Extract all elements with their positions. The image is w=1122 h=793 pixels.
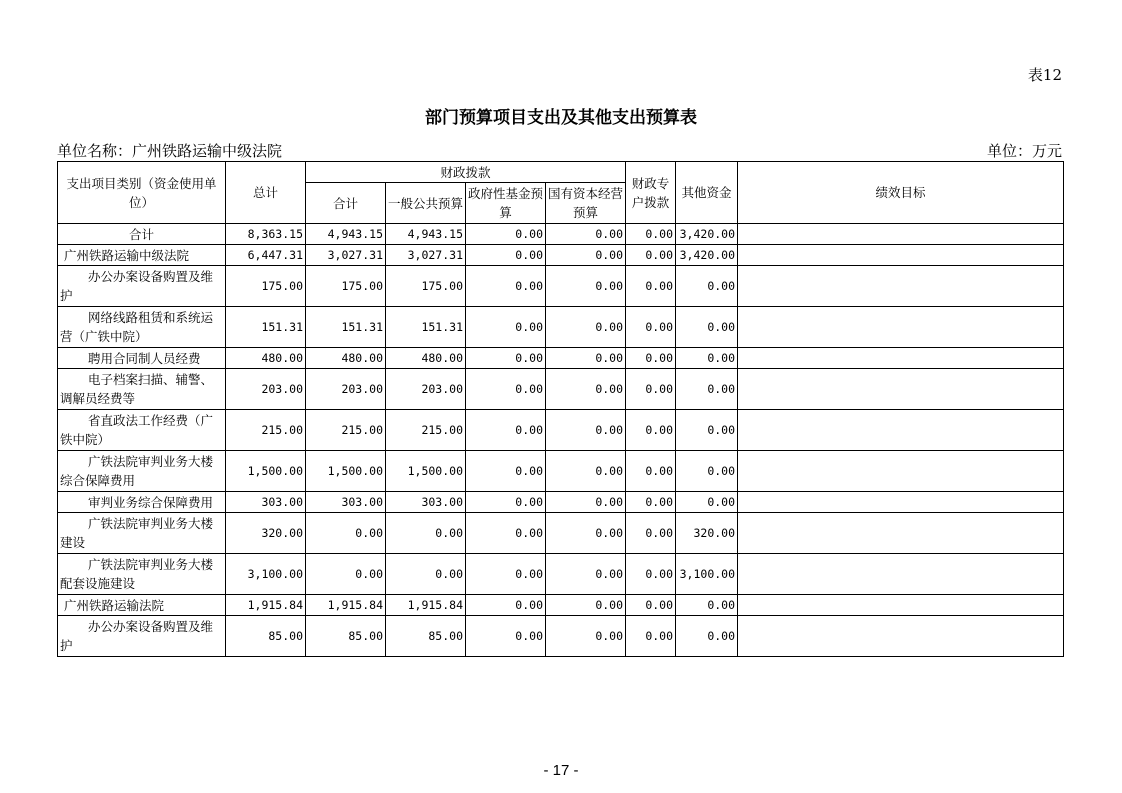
cell-general: 0.00	[386, 554, 466, 595]
cell-goal	[738, 513, 1064, 554]
cell-other: 3,100.00	[676, 554, 738, 595]
cell-gov-fund: 0.00	[466, 554, 546, 595]
cell-general: 303.00	[386, 492, 466, 513]
cell-total: 3,100.00	[226, 554, 306, 595]
cell-state-capital: 0.00	[546, 266, 626, 307]
cell-state-capital: 0.00	[546, 513, 626, 554]
cell-goal	[738, 616, 1064, 657]
cell-gov-fund: 0.00	[466, 616, 546, 657]
cell-goal	[738, 224, 1064, 245]
cell-state-capital: 0.00	[546, 224, 626, 245]
page-number: - 17 -	[543, 762, 579, 779]
cell-fiscal-sum: 3,027.31	[306, 245, 386, 266]
cell-total: 151.31	[226, 307, 306, 348]
header-fiscal-sum: 合计	[306, 183, 386, 224]
header-general-public: 一般公共预算	[386, 183, 466, 224]
cell-fiscal-sum: 303.00	[306, 492, 386, 513]
row-name: 办公办案设备购置及维护	[58, 616, 226, 657]
cell-total: 480.00	[226, 348, 306, 369]
table-row	[58, 595, 1064, 616]
cell-state-capital: 0.00	[546, 492, 626, 513]
cell-total: 320.00	[226, 513, 306, 554]
row-name: 省直政法工作经费（广铁中院）	[58, 410, 226, 451]
row-name: 广铁法院审判业务大楼综合保障费用	[58, 451, 226, 492]
cell-special: 0.00	[626, 410, 676, 451]
table-number: 表12	[1027, 66, 1062, 84]
cell-state-capital: 0.00	[546, 348, 626, 369]
cell-other: 0.00	[676, 348, 738, 369]
cell-state-capital: 0.00	[546, 307, 626, 348]
cell-gov-fund: 0.00	[466, 595, 546, 616]
table-row	[58, 245, 1064, 266]
cell-special: 0.00	[626, 513, 676, 554]
cell-total: 1,500.00	[226, 451, 306, 492]
cell-fiscal-sum: 0.00	[306, 554, 386, 595]
header-other-funds: 其他资金	[676, 162, 738, 224]
cell-state-capital: 0.00	[546, 369, 626, 410]
cell-general: 4,943.15	[386, 224, 466, 245]
row-name: 电子档案扫描、辅警、调解员经费等	[58, 369, 226, 410]
cell-goal	[738, 451, 1064, 492]
cell-special: 0.00	[626, 554, 676, 595]
cell-general: 0.00	[386, 513, 466, 554]
header-category: 支出项目类别（资金使用单位）	[58, 162, 226, 224]
cell-total: 215.00	[226, 410, 306, 451]
cell-gov-fund: 0.00	[466, 410, 546, 451]
cell-gov-fund: 0.00	[466, 369, 546, 410]
cell-other: 3,420.00	[676, 224, 738, 245]
row-name: 广州铁路运输法院	[58, 595, 226, 616]
cell-special: 0.00	[626, 451, 676, 492]
cell-special: 0.00	[626, 369, 676, 410]
cell-special: 0.00	[626, 245, 676, 266]
cell-goal	[738, 245, 1064, 266]
table-row	[58, 451, 1064, 492]
table-row	[58, 616, 1064, 657]
header-fiscal-special: 财政专户拨款	[626, 162, 676, 224]
cell-total: 1,915.84	[226, 595, 306, 616]
cell-gov-fund: 0.00	[466, 451, 546, 492]
cell-fiscal-sum: 203.00	[306, 369, 386, 410]
header-fiscal-group: 财政拨款	[306, 162, 626, 183]
header-state-capital: 国有资本经营预算	[546, 183, 626, 224]
row-name: 审判业务综合保障费用	[58, 492, 226, 513]
cell-gov-fund: 0.00	[466, 348, 546, 369]
cell-goal	[738, 307, 1064, 348]
cell-general: 1,500.00	[386, 451, 466, 492]
cell-total: 8,363.15	[226, 224, 306, 245]
cell-general: 1,915.84	[386, 595, 466, 616]
table-row	[58, 224, 1064, 245]
table-row	[58, 554, 1064, 595]
cell-total: 203.00	[226, 369, 306, 410]
cell-gov-fund: 0.00	[466, 266, 546, 307]
cell-other: 0.00	[676, 492, 738, 513]
cell-general: 215.00	[386, 410, 466, 451]
cell-special: 0.00	[626, 595, 676, 616]
cell-general: 175.00	[386, 266, 466, 307]
cell-special: 0.00	[626, 224, 676, 245]
row-name: 广铁法院审判业务大楼建设	[58, 513, 226, 554]
row-name: 广州铁路运输中级法院	[58, 245, 226, 266]
table-row	[58, 369, 1064, 410]
cell-special: 0.00	[626, 266, 676, 307]
currency-unit-label: 单位：万元	[986, 142, 1062, 160]
cell-fiscal-sum: 0.00	[306, 513, 386, 554]
cell-total: 85.00	[226, 616, 306, 657]
page-title: 部门预算项目支出及其他支出预算表	[425, 108, 697, 128]
cell-general: 203.00	[386, 369, 466, 410]
header-total: 总计	[226, 162, 306, 224]
table-row	[58, 307, 1064, 348]
cell-gov-fund: 0.00	[466, 492, 546, 513]
cell-goal	[738, 369, 1064, 410]
cell-other: 0.00	[676, 616, 738, 657]
cell-special: 0.00	[626, 616, 676, 657]
cell-other: 0.00	[676, 410, 738, 451]
cell-total: 303.00	[226, 492, 306, 513]
cell-gov-fund: 0.00	[466, 224, 546, 245]
cell-other: 3,420.00	[676, 245, 738, 266]
cell-state-capital: 0.00	[546, 410, 626, 451]
cell-other: 0.00	[676, 266, 738, 307]
cell-goal	[738, 348, 1064, 369]
cell-state-capital: 0.00	[546, 245, 626, 266]
cell-gov-fund: 0.00	[466, 513, 546, 554]
cell-other: 0.00	[676, 307, 738, 348]
cell-general: 151.31	[386, 307, 466, 348]
table-row	[58, 492, 1064, 513]
row-name: 网络线路租赁和系统运营（广铁中院）	[58, 307, 226, 348]
cell-goal	[738, 595, 1064, 616]
unit-name-label: 单位名称：广州铁路运输中级法院	[57, 142, 283, 160]
cell-goal	[738, 554, 1064, 595]
cell-state-capital: 0.00	[546, 616, 626, 657]
row-name: 聘用合同制人员经费	[58, 348, 226, 369]
cell-fiscal-sum: 175.00	[306, 266, 386, 307]
cell-gov-fund: 0.00	[466, 307, 546, 348]
cell-fiscal-sum: 215.00	[306, 410, 386, 451]
row-name: 合计	[58, 224, 226, 245]
table-row	[58, 513, 1064, 554]
cell-fiscal-sum: 4,943.15	[306, 224, 386, 245]
header-goal: 绩效目标	[738, 162, 1064, 224]
cell-fiscal-sum: 1,500.00	[306, 451, 386, 492]
cell-other: 0.00	[676, 595, 738, 616]
table-row	[58, 410, 1064, 451]
cell-general: 480.00	[386, 348, 466, 369]
budget-table	[57, 161, 1064, 657]
cell-fiscal-sum: 1,915.84	[306, 595, 386, 616]
row-name: 办公办案设备购置及维护	[58, 266, 226, 307]
cell-total: 6,447.31	[226, 245, 306, 266]
table-row	[58, 348, 1064, 369]
cell-special: 0.00	[626, 348, 676, 369]
header-gov-fund: 政府性基金预算	[466, 183, 546, 224]
cell-goal	[738, 266, 1064, 307]
cell-special: 0.00	[626, 307, 676, 348]
cell-goal	[738, 492, 1064, 513]
cell-state-capital: 0.00	[546, 451, 626, 492]
cell-other: 0.00	[676, 369, 738, 410]
row-name: 广铁法院审判业务大楼配套设施建设	[58, 554, 226, 595]
table-body	[58, 224, 1064, 657]
cell-other: 0.00	[676, 451, 738, 492]
cell-fiscal-sum: 480.00	[306, 348, 386, 369]
cell-fiscal-sum: 151.31	[306, 307, 386, 348]
cell-general: 3,027.31	[386, 245, 466, 266]
cell-special: 0.00	[626, 492, 676, 513]
cell-gov-fund: 0.00	[466, 245, 546, 266]
cell-state-capital: 0.00	[546, 554, 626, 595]
cell-state-capital: 0.00	[546, 595, 626, 616]
cell-goal	[738, 410, 1064, 451]
table-row	[58, 266, 1064, 307]
cell-general: 85.00	[386, 616, 466, 657]
cell-other: 320.00	[676, 513, 738, 554]
cell-total: 175.00	[226, 266, 306, 307]
cell-fiscal-sum: 85.00	[306, 616, 386, 657]
